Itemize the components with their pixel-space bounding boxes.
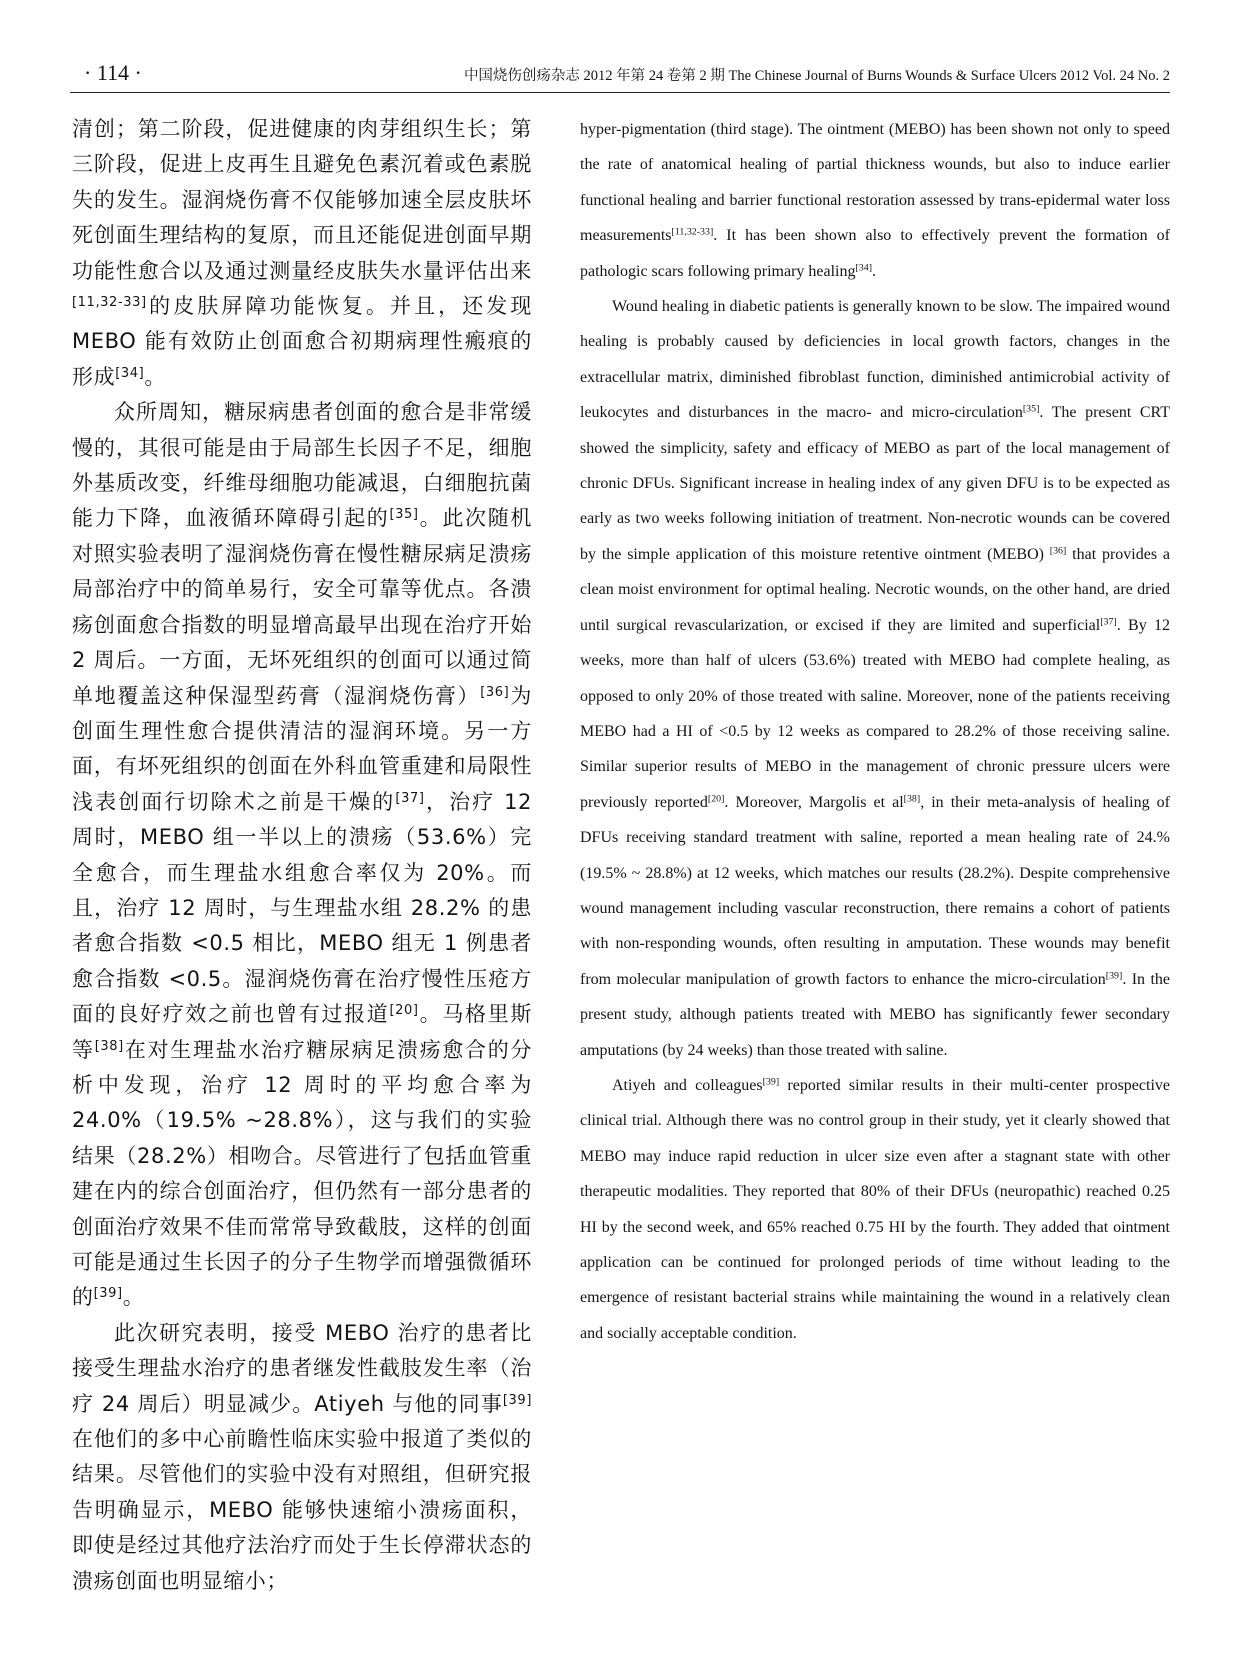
- citation-ref: [37]: [1100, 616, 1117, 628]
- text-run: . It has been shown also to effectively prevent the formation of pathologic scars following primary healing: [580, 227, 1170, 280]
- text-run: . In the present study, although patients treated with MEBO has significantly fewer secondary amputations (by 24 weeks) than those treated with saline.: [580, 970, 1170, 1059]
- text-run: . The present CRT showed the simplicity, safety and efficacy of MEBO as part of the local management of chronic DFUs. Significant increase in healing index of any given DFU is to be expected as early as two weeks following initiation of treatment. Non-necrotic wounds can be covered by the simple application of this moisture retentive ointment (MEBO): [580, 404, 1170, 563]
- citation-ref: [34]: [115, 365, 145, 381]
- paragraph: [72, 112, 532, 395]
- citation-ref: [39]: [502, 1392, 532, 1408]
- paragraph: [580, 1068, 1170, 1351]
- citation-ref: [11,32-33]: [72, 294, 147, 310]
- text-run: . Moreover, Margolis et al: [724, 793, 904, 811]
- citation-ref: [36]: [480, 684, 510, 700]
- text-run: 众所周知，糖尿病患者创面的愈合是非常缓慢的，其很可能是由于局部生长因子不足，细胞外基质改变，纤维母细胞功能减退，白细胞抗菌能力下降，血液循环障碍引起的: [72, 400, 532, 531]
- text-run: . By 12 weeks, more than half of ulcers (53.6%) treated with MEBO had complete healing, as opposed to only 20% of those treated with saline. Moreover, none of the patients receiving MEBO had a HI of <0.5 by 12 weeks as compared to 28.2% of those receiving saline. Similar superior results of MEBO in the management of chronic pressure ulcers were previously reported: [580, 616, 1171, 811]
- text-run: 清创；第二阶段，促进健康的肉芽组织生长；第三阶段，促进上皮再生且避免色素沉着或色素脱失的发生。湿润烧伤膏不仅能够加速全层皮肤坏死创面生理结构的复原，而且还能促进创面早期功能性愈合以及通过测量经皮肤失水量评估出来: [72, 117, 532, 283]
- citation-ref: [39]: [1105, 970, 1123, 982]
- text-run: 的皮肤屏障功能恢复。并且，还发现 MEBO 能有效防止创面愈合初期病理性瘢痕的形成: [72, 294, 532, 389]
- paragraph: [580, 289, 1170, 1068]
- english-text-column: [580, 112, 1170, 1652]
- citation-ref: [36]: [1049, 545, 1067, 557]
- text-run: 为创面生理性愈合提供清洁的湿润环境。另一方面，有坏死组织的创面在外科血管重建和局限性浅表创面行切除术之前是干燥的: [72, 683, 532, 814]
- text-run: 在对生理盐水治疗糖尿病足溃疡愈合的分析中发现，治疗 12 周时的平均愈合率为 24.0%（19.5% ~28.8%），这与我们的实验结果（28.2%）相吻合。尽管进行了包括血管重建在内的综合创面治疗，但仍然有一部分患者的创面治疗效果不佳而常常导致截肢，这样的创面可能是通过生长因子的分子生物学而增强微循环的: [72, 1037, 532, 1310]
- text-run: 。: [144, 364, 166, 389]
- citation-ref: [35]: [389, 507, 419, 523]
- text-run: , in their meta-analysis of healing of DFUs receiving standard treatment with saline, reported a mean healing rate of 24.% (19.5% ~ 28.8%) at 12 weeks, which matches our results (28.2%). Despite comprehensive wound management including vascular reconstruction, there remains a cohort of patients with non-responding wounds, often resulting in amputation. These wounds may benefit from molecular manipulation of growth factors to enhance the micro-circulation: [580, 793, 1170, 988]
- text-run: reported similar results in their multi-center prospective clinical trial. Although there was no control group in their study, yet it clearly showed that MEBO may induce rapid reduction in ulcer size even after a stagnant state with other therapeutic modalities. They reported that 80% of their DFUs (neuropathic) reached 0.25 HI by the second week, and 65% reached 0.75 HI by the fourth. They added that ointment application can be continued for prolonged periods of time without leading to the emergence of resistant bacterial strains while maintaining the wound in a relatively clean and socially acceptable condition.: [580, 1076, 1171, 1342]
- citation-ref: [38]: [94, 1038, 124, 1054]
- paragraph: [72, 395, 532, 1316]
- text-run: hyper-pigmentation (third stage). The ointment (MEBO) has been shown not only to speed the rate of anatomical healing of partial thickness wounds, but also to induce earlier functional healing and barrier functional restoration assessed by trans-epidermal water loss measurements: [580, 121, 1170, 245]
- citation-ref: [38]: [903, 793, 921, 805]
- citation-ref: [34]: [855, 262, 872, 274]
- text-run: 。马格里斯等: [72, 1002, 532, 1062]
- text-run: 。此次随机对照实验表明了湿润烧伤膏在慢性糖尿病足溃疡局部治疗中的简单易行，安全可靠等优点。各溃疡创面愈合指数的明显增高最早出现在治疗开始 2 周后。一方面，无坏死组织的创面可以通过简单地覆盖这种保湿型药膏（湿润烧伤膏）: [72, 506, 532, 708]
- chinese-text-column: [72, 112, 532, 1652]
- page-number: · 114 ·: [84, 60, 142, 85]
- citation-ref: [39]: [93, 1286, 123, 1302]
- citation-ref: [11,32-33]: [671, 226, 714, 238]
- citation-ref: [35]: [1022, 403, 1040, 415]
- citation-ref: [20]: [389, 1003, 419, 1018]
- text-run: 此次研究表明，接受 MEBO 治疗的患者比接受生理盐水治疗的患者继发性截肢发生率（治疗 24 周后）明显减少。Atiyeh 与他的同事: [72, 1320, 532, 1416]
- paragraph: [580, 112, 1170, 289]
- journal-running-head: 中国烧伤创疡杂志 2012 年第 24 卷第 2 期 The Chinese Journal of Burns Wounds & Surface Ulcers 2012 Vol. 24 No. 2: [463, 68, 1170, 84]
- citation-ref: [39]: [762, 1076, 780, 1088]
- text-run: .: [872, 262, 876, 280]
- text-run: 。: [122, 1285, 145, 1310]
- text-run: 在他们的多中心前瞻性临床实验中报道了类似的结果。尽管他们的实验中没有对照组，但研究报告明确显示，MEBO 能够快速缩小溃疡面积，即使是经过其他疗法治疗而处于生长停滞状态的溃疡创面也明显缩小；: [72, 1427, 532, 1593]
- text-run: ，治疗 12 周时，MEBO 组一半以上的溃疡（53.6%）完全愈合，而生理盐水组愈合率仅为 20%。而且，治疗 12 周时，与生理盐水组 28.2% 的患者愈合指数 <0.5 相比，MEBO 组无 1 例患者愈合指数 <0.5。湿润烧伤膏在治疗慢性压疮方面的良好疗效之前也曾有过报道: [72, 789, 533, 1027]
- text-run: Atiyeh and colleagues: [612, 1076, 763, 1094]
- running-header: [70, 58, 1170, 93]
- paragraph: [72, 1316, 532, 1599]
- citation-ref: [37]: [395, 790, 425, 806]
- text-run: Wound healing in diabetic patients is generally known to be slow. The impaired wound healing is probably caused by deficiencies in local growth factors, changes in the extracellular matrix, diminished fibroblast function, diminished antimicrobial activity of leukocytes and disturbances in the macro- and micro-circulation: [580, 298, 1170, 422]
- text-run: that provides a clean moist environment for optimal healing. Necrotic wounds, on the other hand, are dried until surgical revascularization, or excised if they are limited and superficial: [580, 545, 1171, 634]
- citation-ref: [20]: [707, 793, 725, 805]
